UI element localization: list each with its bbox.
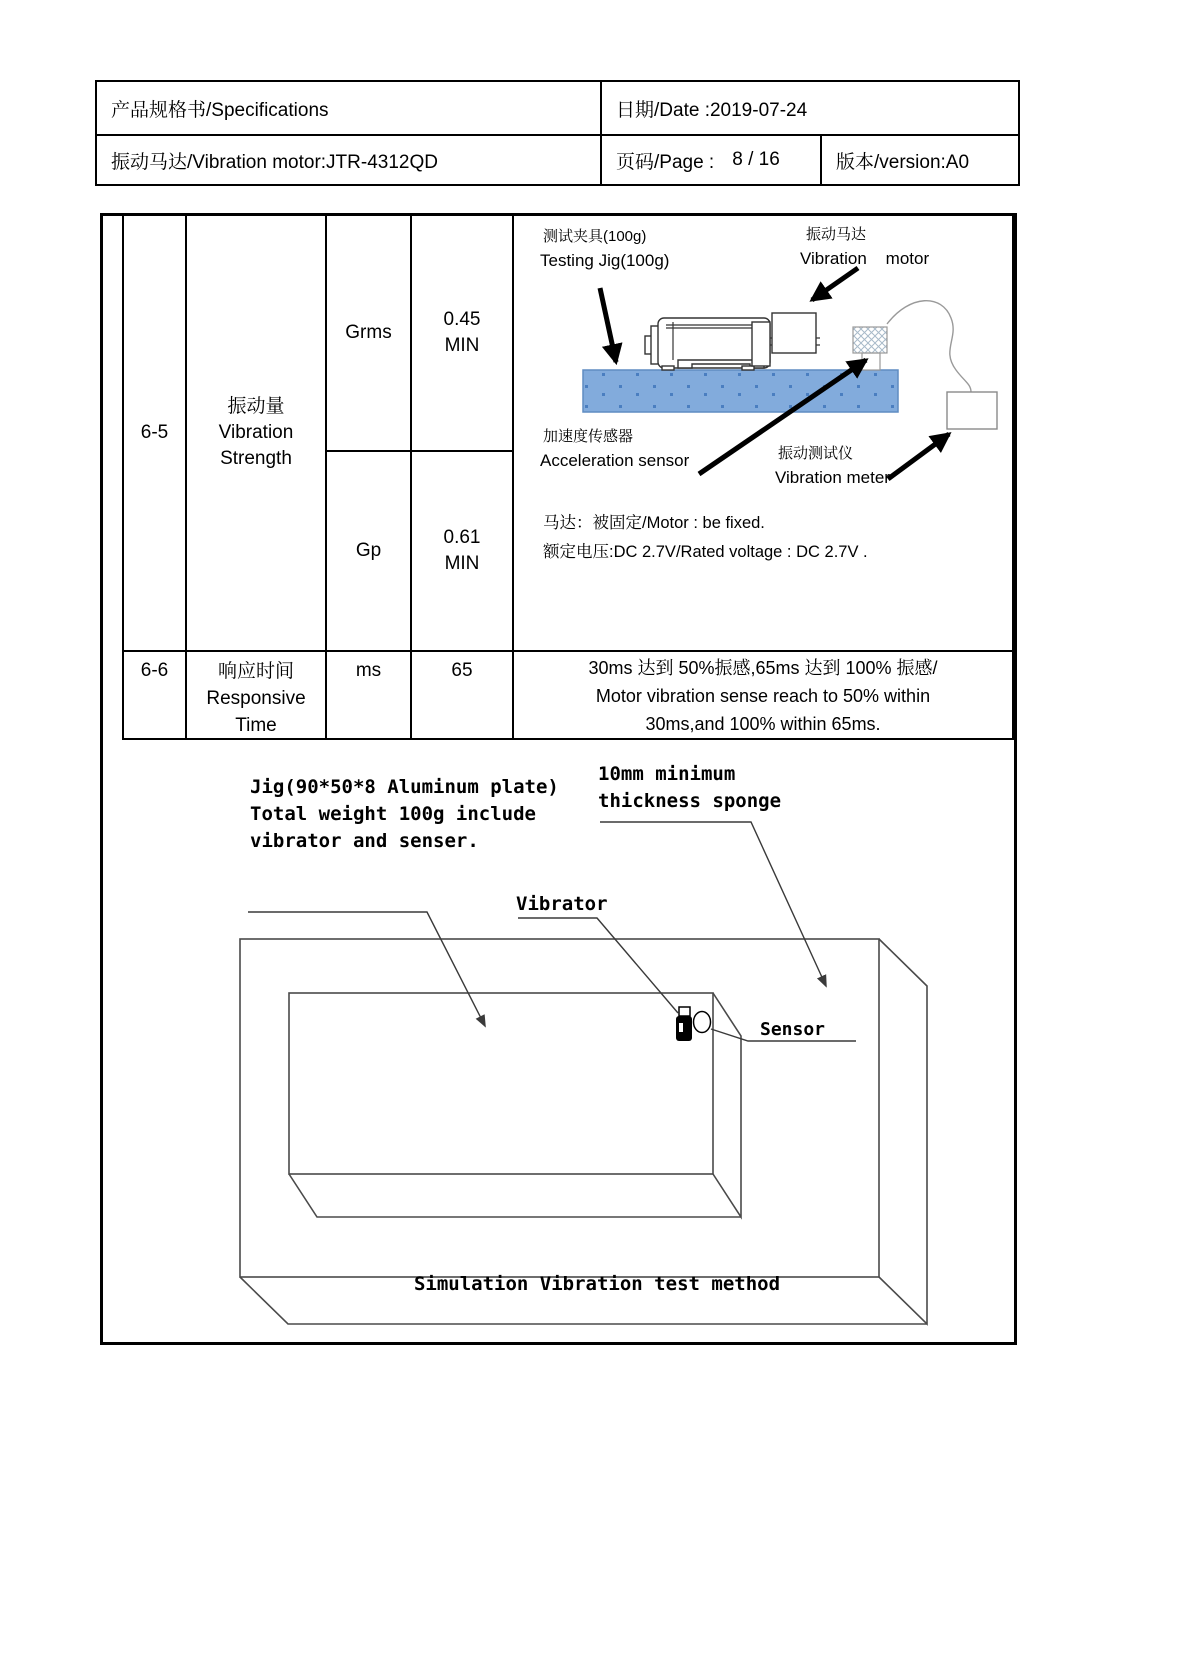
row65-unit-grms-cell: Grms [345,321,392,343]
page-label: 页码/Page : [616,151,715,173]
grms-value: 0.45 [443,308,481,330]
test-setup-diagram [513,216,1012,610]
diagram-caption: Simulation Vibration test method [413,1273,781,1295]
row65-number-cell: 6-5 [140,421,169,443]
sponge-slab [240,939,927,1324]
vibrator-label: Vibrator [516,893,608,915]
header-page-cell [602,136,822,184]
jig-leader [248,912,485,1026]
row65-unit-gp-cell: Gp [355,540,382,561]
row65-item-cn: 振动量 [227,395,285,417]
vibration-meter-box [947,392,997,429]
row65-item-en2: Strength [220,447,292,469]
motor-arrow [812,268,858,300]
jig-note-line3: vibrator and senser. [250,830,479,852]
accel-label-cn: 加速度传感器 [543,428,634,445]
row66-item-cn: 响应时间 [217,661,294,682]
row65-item-en1: Vibration [218,421,294,443]
testing-jig-plate [583,370,898,412]
row66-unit-cell: ms [355,660,382,681]
row66-item-en2: Time [235,715,277,736]
header-row-2 [97,136,1018,184]
jig-label-en: Testing Jig(100g) [540,251,670,270]
note-rated-voltage: 额定电压:DC 2.7V/Rated voltage : DC 2.7V . [543,543,868,561]
sensor-symbol [694,1012,711,1033]
row66-item-en1: Responsive [206,688,306,709]
row66-item-cell [187,652,325,738]
eccentric-weight [772,313,816,353]
header-motor-cell: 振动马达/Vibration motor:JTR-4312QD [97,136,602,184]
motor-label-en: Vibration motor [800,249,930,268]
jig-note-line2: Total weight 100g include [250,803,536,825]
row66-desc-line1: 30ms 达到 50%振感,65ms 达到 100% 振感/ [588,658,938,678]
header-row-1 [97,82,1018,136]
simulation-diagram [103,745,1014,1342]
meter-arrow [888,434,949,479]
row66-desc-line3: 30ms,and 100% within 65ms. [645,714,881,734]
vibrator-leader [518,918,678,1013]
row65-value-gp-cell [412,452,512,650]
sponge-note-line1: 10mm minimum [598,763,736,785]
vibration-motor-drawing [645,313,820,370]
header-date-cell: 日期/Date :2019-07-24 [616,99,808,121]
accel-label-en: Acceleration sensor [540,451,690,470]
header-table [95,80,1020,186]
gp-min: MIN [444,553,480,574]
row66-desc-cell [514,652,1012,738]
sponge-note-line2: thickness sponge [598,790,782,812]
row65-item-cell [187,215,325,650]
jig-arrow [600,288,616,362]
row66-value-cell: 65 [451,660,473,681]
jig-plate-slab [289,993,741,1217]
header-product-cell: 产品规格书/Specifications [97,82,602,134]
meter-label-en: Vibration meter [775,468,890,487]
sensor-label: Sensor [760,1019,826,1040]
meter-label-cn: 振动测试仪 [778,445,854,462]
gp-value: 0.61 [443,527,481,548]
motor-label-cn: 振动马达 [806,226,867,243]
vibrator-symbol [676,1007,692,1041]
page-value: 8 / 16 [732,149,780,170]
row65-value-grms-cell [412,215,512,450]
jig-label-cn: 测试夹具(100g) [543,228,647,245]
header-version-cell: 版本/version:A0 [836,151,970,173]
grms-min: MIN [444,334,480,356]
row66-number-cell: 6-6 [140,660,169,681]
note-motor-fixed: 马达：被固定/Motor : be fixed. [543,514,765,532]
sensor-wire [887,301,971,392]
row66-desc-line2: Motor vibration sense reach to 50% within [595,686,931,706]
jig-note-line1: Jig(90*50*8 Aluminum plate) [250,776,559,798]
